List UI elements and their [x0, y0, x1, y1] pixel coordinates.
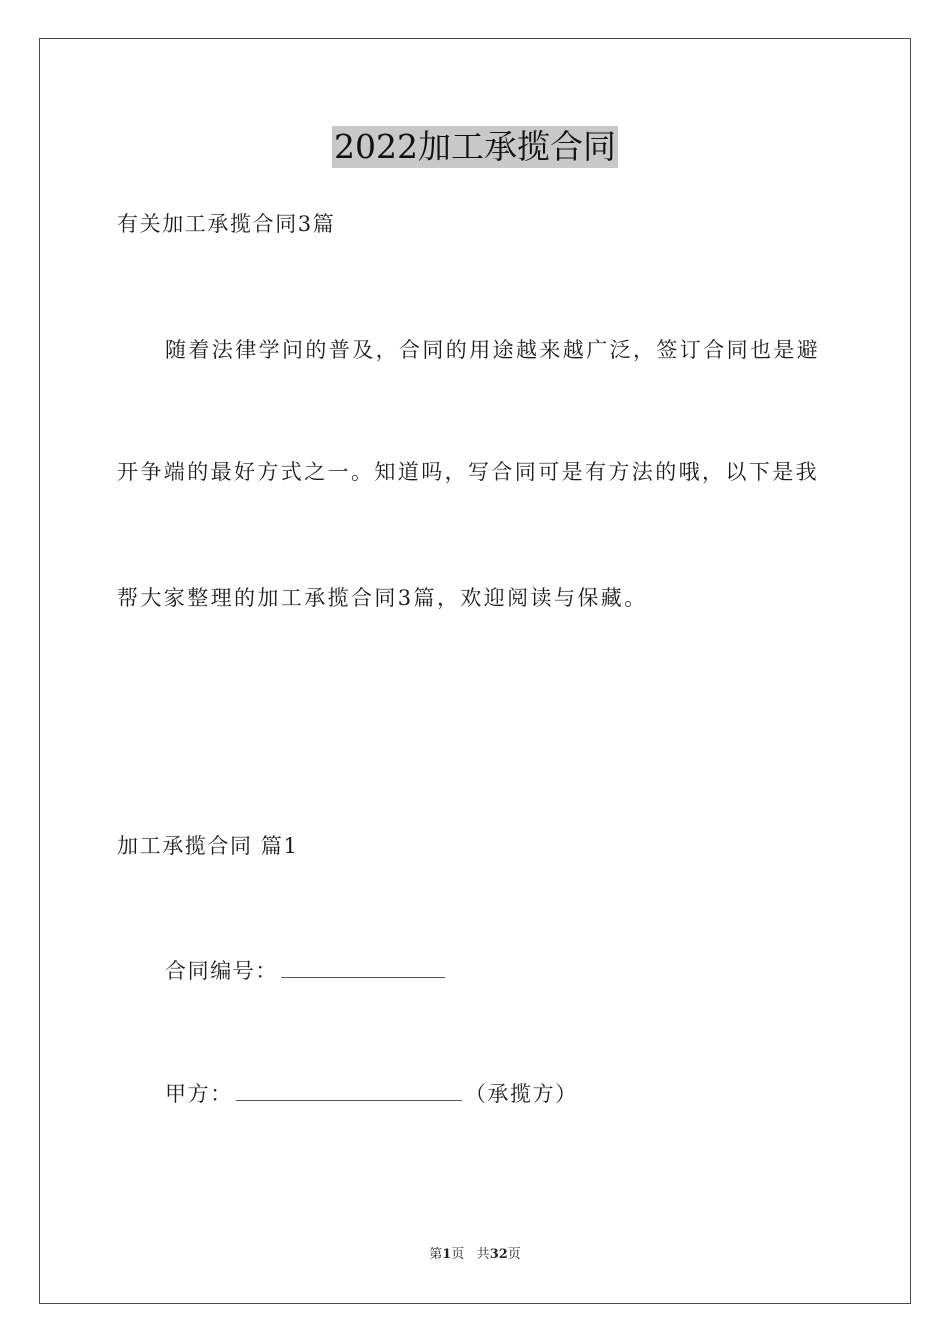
contract-number-label: 合同编号：: [165, 959, 278, 983]
footer-page-suffix: 页: [451, 1247, 465, 1262]
footer-total-prefix: 共: [476, 1247, 490, 1262]
contract-number-row: [165, 957, 448, 985]
party-a-blank: [236, 1080, 462, 1101]
document-title: 2022加工承揽合同: [334, 127, 616, 166]
party-a-label: 甲方：: [165, 1082, 233, 1106]
title-container: [0, 126, 950, 168]
party-a-suffix: （承揽方）: [464, 1082, 578, 1106]
footer-page-prefix: 第: [429, 1247, 443, 1262]
party-a-row: [165, 1080, 578, 1108]
document-subtitle: 有关加工承揽合同3篇: [117, 212, 336, 236]
intro-line-3: 帮大家整理的加工承揽合同3篇，欢迎阅读与保藏。: [117, 586, 648, 610]
intro-line-2: 开争端的最好方式之一。知道吗，写合同可是有方法的哦，以下是我: [117, 460, 819, 484]
section-heading: 加工承揽合同 篇1: [117, 834, 299, 858]
intro-line-1: 随着法律学问的普及，合同的用途越来越广泛，签订合同也是避: [165, 338, 821, 362]
footer-page-number: 1: [442, 1247, 452, 1262]
footer-total-suffix: 页: [507, 1247, 521, 1262]
footer-total-pages: 32: [489, 1247, 508, 1262]
page-footer: [0, 1246, 950, 1264]
contract-number-blank: [281, 957, 445, 978]
